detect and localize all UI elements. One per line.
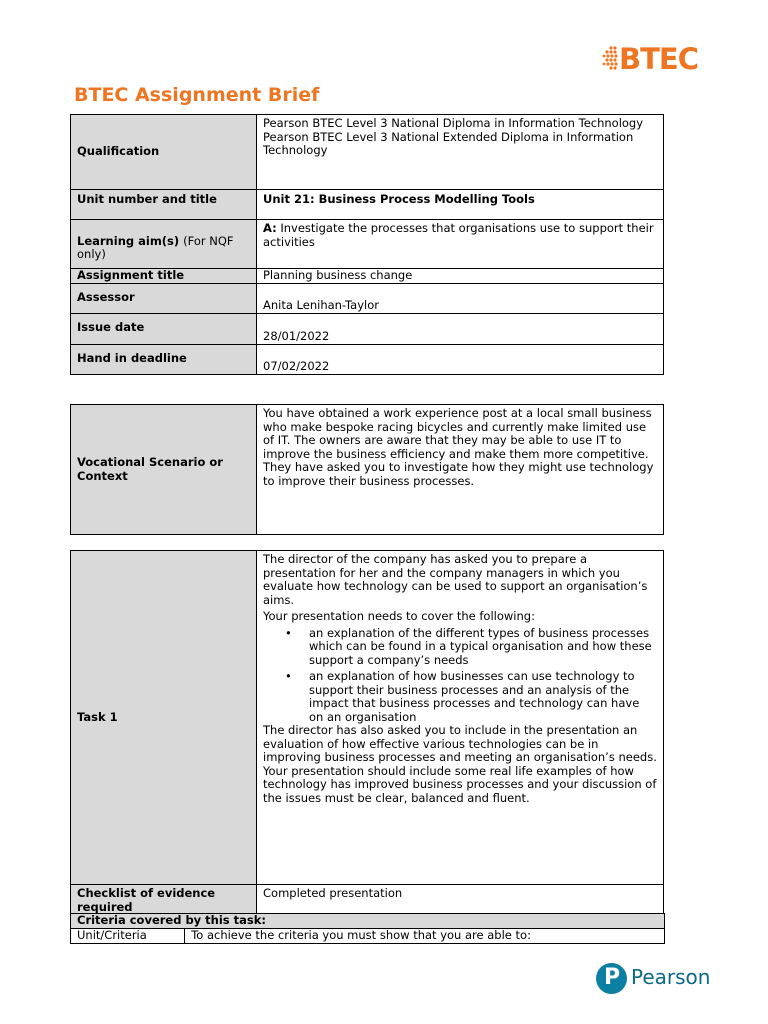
task-bullet-list <box>263 627 657 725</box>
assessor-label: Assessor <box>71 284 257 314</box>
qualification-line-2: Pearson BTEC Level 3 National Extended Diploma in Information Technology <box>263 129 634 157</box>
task-content <box>257 551 664 885</box>
learning-aim-row <box>71 220 664 269</box>
task-cover-intro: Your presentation needs to cover the following: <box>263 609 535 623</box>
task-closing: The director has also asked you to include in the presentation an evaluation of how effective various technologies can be in improving business processes and meeting an organisation’s needs. Your presentation should include some real life examples of how technology has improved business processes and your discussion of the issues must be clear, balanced and fluent. <box>263 723 657 805</box>
assessor-row <box>71 284 664 314</box>
learning-aim-label: Learning aim(s) <box>77 233 180 248</box>
task-table <box>70 550 664 917</box>
pearson-logo <box>596 962 711 996</box>
assessor-value: Anita Lenihan-Taylor <box>257 284 664 314</box>
learning-aim-value: Investigate the processes that organisations use to support their activities <box>263 221 654 249</box>
deadline-value: 07/02/2022 <box>257 345 664 375</box>
criteria-col-unit: Unit/Criteria <box>71 929 185 944</box>
assignment-title-value: Planning business change <box>257 269 664 284</box>
scenario-table <box>70 404 664 535</box>
deadline-row <box>71 345 664 375</box>
task-label: Task 1 <box>71 551 257 885</box>
issue-date-row <box>71 314 664 345</box>
pearson-logo-text: Pearson <box>631 965 711 989</box>
criteria-header: Criteria covered by this task: <box>71 914 665 929</box>
deadline-label: Hand in deadline <box>71 345 257 375</box>
unit-row <box>71 190 664 220</box>
qualification-row <box>71 115 664 190</box>
scenario-label: Vocational Scenario or Context <box>71 405 257 535</box>
task-intro: The director of the company has asked you to prepare a presentation for her and the company managers in which you evaluate how technology can be used to support an organisation’s aims. <box>263 552 648 607</box>
btec-dots-icon <box>602 42 618 76</box>
criteria-col-description: To achieve the criteria you must show that you are able to: <box>185 929 665 944</box>
qualification-label: Qualification <box>71 115 257 190</box>
assignment-title-label: Assignment title <box>71 269 257 284</box>
criteria-header-row <box>71 914 665 929</box>
learning-aim-note: (For NQF only) <box>77 233 234 261</box>
assignment-title-row <box>71 269 664 284</box>
pearson-icon: P <box>596 963 627 994</box>
criteria-table <box>70 913 665 944</box>
task-bullet-1: • an explanation of the different types of business processes which can be found in a typical organisation and how these support a company’s needs <box>309 627 657 668</box>
details-table <box>70 114 664 375</box>
task-bullet-2: • an explanation of how businesses can use technology to support their business processes and an analysis of the impact that business processes and technology can have on an organisation <box>309 670 657 724</box>
learning-aim-prefix: A: <box>263 221 277 235</box>
scenario-row <box>71 405 664 535</box>
checklist-label: Checklist of evidence required <box>71 885 257 917</box>
qualification-line-1: Pearson BTEC Level 3 National Diploma in Information Technology <box>263 116 644 130</box>
checklist-value: Completed presentation <box>257 885 664 917</box>
task-row <box>71 551 664 885</box>
btec-logo <box>602 42 702 76</box>
issue-date-label: Issue date <box>71 314 257 345</box>
unit-label: Unit number and title <box>71 190 257 220</box>
learning-aim-value-cell <box>257 220 664 269</box>
checklist-row <box>71 885 664 917</box>
criteria-columns-row <box>71 929 665 944</box>
qualification-value <box>257 115 664 190</box>
learning-aim-label-cell <box>71 220 257 269</box>
issue-date-value: 28/01/2022 <box>257 314 664 345</box>
scenario-text: You have obtained a work experience post at a local small business who make bespoke racing bicycles and currently make limited use of IT. The owners are aware that they may be able to use IT to improve the business efficiency and make them more competitive. They have asked you to investigate how they might use technology to improve their business processes. <box>257 405 664 535</box>
unit-value: Unit 21: Business Process Modelling Tools <box>257 190 664 220</box>
page-title: BTEC Assignment Brief <box>74 84 320 106</box>
btec-logo-text: BTEC <box>619 42 698 76</box>
